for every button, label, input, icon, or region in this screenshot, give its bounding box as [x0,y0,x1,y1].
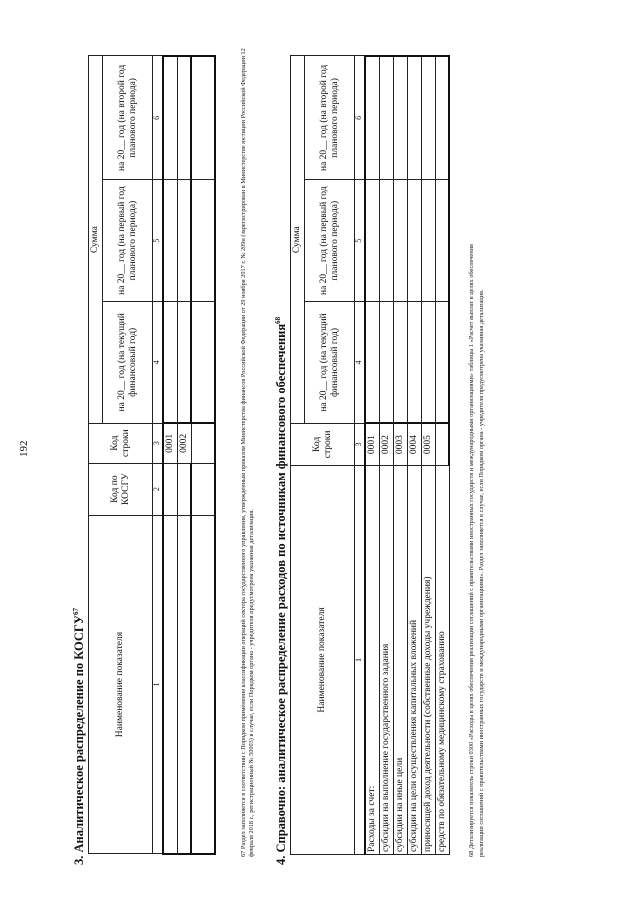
s4-cell-value[interactable] [435,56,449,180]
table-row [421,56,435,855]
s4-colnum: 5 [355,180,366,302]
s3-header-year-first: на 20__ год (на первый год планового периода) [103,180,153,302]
s4-colnum-row [355,56,366,855]
section4-title: 4. Справочно: аналитическое распределение расходов по источникам финансового обеспечения$^{68}$ [274,316,289,865]
s4-cell-value[interactable] [365,56,379,180]
s4-header-year-first: на 20__ год (на первый год планового периода) [305,180,355,302]
s3-cell-value[interactable] [177,180,191,302]
s4-row-label: субсидии на выполнение государственного задания [379,465,393,854]
s4-colnum: 1 [355,465,366,854]
s3-colnum: 1 [153,515,164,854]
s4-cell-value[interactable] [365,180,379,302]
s4-cell-value[interactable] [421,302,435,424]
s3-colnum: 4 [153,301,164,423]
s3-colnum: 5 [153,180,164,302]
s4-cell-value[interactable] [379,56,393,180]
s4-row-code: 0002 [379,423,393,465]
s3-header-kosgu: Код по КОСГУ [89,463,153,515]
s3-header-year-current: на 20__ год (на текущий финансовый год) [103,301,153,423]
s3-cell-code: 0001 [163,423,177,463]
s4-row-code: 0004 [407,423,421,465]
s4-row-code: 0001 [365,423,379,465]
s4-row-code [435,423,449,465]
s3-cell-value[interactable] [191,180,215,302]
footnote-67: 67 Раздел заполняется в соответствии с Порядком применения классификации операций сектора государственного управления, утвержденным приказом Министерства финансов Российской Федерации от 29 ноября 2017 г. № 209н (зарегистрирован в Министерстве юстиции Российской Федерации 12 февраля 2018 г., регистрационный № 50003) в случае, если Порядком органа - учредителя предусмотрена указанная детализация. [240,48,255,857]
s4-cell-value[interactable] [435,180,449,302]
s4-cell-value[interactable] [393,180,407,302]
s4-header-sum: Сумма [291,56,305,423]
s4-row-code: 0003 [393,423,407,465]
footnote-68-line1: 68 Детализируется показатель строки 0300 «Расходы в целях обеспечения реализации соглашений с правительствами иностранных государств и международными организациями» таблицы 1 «Расчет выплат в целях обеспечения [468,244,475,857]
table-row [435,56,449,855]
s4-cell-value[interactable] [435,302,449,424]
section3-title: 3. Аналитическое распределение по КОСГУ$^{67}$ [72,607,87,865]
s4-cell-value[interactable] [365,302,379,424]
s4-colnum: 3 [355,423,366,465]
s3-cell-value[interactable] [163,180,177,302]
section4-table [290,55,450,855]
table-row [393,56,407,855]
s3-cell-kosgu[interactable] [163,463,177,515]
table-row [379,56,393,855]
s4-cell-value[interactable] [421,180,435,302]
s4-row-label: Расходы за счет: [365,465,379,854]
s3-colnum: 3 [153,423,164,463]
s3-cell-value[interactable] [177,56,191,180]
s4-row-label: субсидии на иные цели [393,465,407,854]
s3-cell-kosgu[interactable] [177,463,191,515]
s3-colnum: 6 [153,56,164,180]
s3-colnum-row [153,56,164,854]
table-row [163,56,177,854]
s4-cell-value[interactable] [407,180,421,302]
s4-header-year-second: на 20__ год (на второй год планового периода) [305,56,355,180]
s4-colnum: 6 [355,56,366,180]
s4-header-name: Наименование показателя [291,465,355,854]
s4-header-year-current: на 20__ год (на текущий финансовый год) [305,302,355,424]
s4-cell-value[interactable] [407,302,421,424]
s4-row-label: приносящей доход деятельности (собственные доходы учреждения) [421,465,435,854]
s4-colnum: 4 [355,302,366,424]
table-row [407,56,421,855]
s4-row-code: 0005 [421,423,435,465]
section3-table [88,55,216,855]
table-row [177,56,191,854]
s3-header-year-second: на 20__ год (на второй год планового периода) [103,56,153,180]
s4-row-label: субсидии на цели осуществления капитальных вложений [407,465,421,854]
s3-header-sum: Сумма [89,56,103,423]
s3-cell-value[interactable] [191,56,215,180]
s3-cell-value[interactable] [163,56,177,180]
table-row [365,56,379,855]
s4-cell-value[interactable] [393,302,407,424]
table-row [191,56,215,854]
s3-cell-kosgu[interactable] [191,463,215,515]
page-number: 192 [18,440,30,457]
s4-cell-value[interactable] [379,180,393,302]
s3-header-code: Код строки [89,423,153,463]
s3-cell-value[interactable] [191,301,215,423]
s3-colnum: 2 [153,463,164,515]
s3-header-name: Наименование показателя [89,515,153,854]
s3-cell-value[interactable] [177,301,191,423]
s4-cell-value[interactable] [421,56,435,180]
footnote-68-line2: реализации соглашений с правительствами иностранных государств и международными организациями». Раздел заполняется в случае, если Порядком органа - учредителя предусмотрена указанная детализация. [478,289,485,857]
s4-cell-value[interactable] [407,56,421,180]
s3-cell-name[interactable] [177,515,191,854]
s4-header-code: Код строки [291,423,355,465]
s4-cell-value[interactable] [379,302,393,424]
s3-cell-code: 0002 [177,423,191,463]
s3-cell-code [191,423,215,463]
s3-cell-name[interactable] [163,515,177,854]
s3-cell-value[interactable] [163,301,177,423]
s3-cell-name[interactable] [191,515,215,854]
s4-row-label: средств по обязательному медицинскому страхованию [435,465,449,854]
s4-cell-value[interactable] [393,56,407,180]
